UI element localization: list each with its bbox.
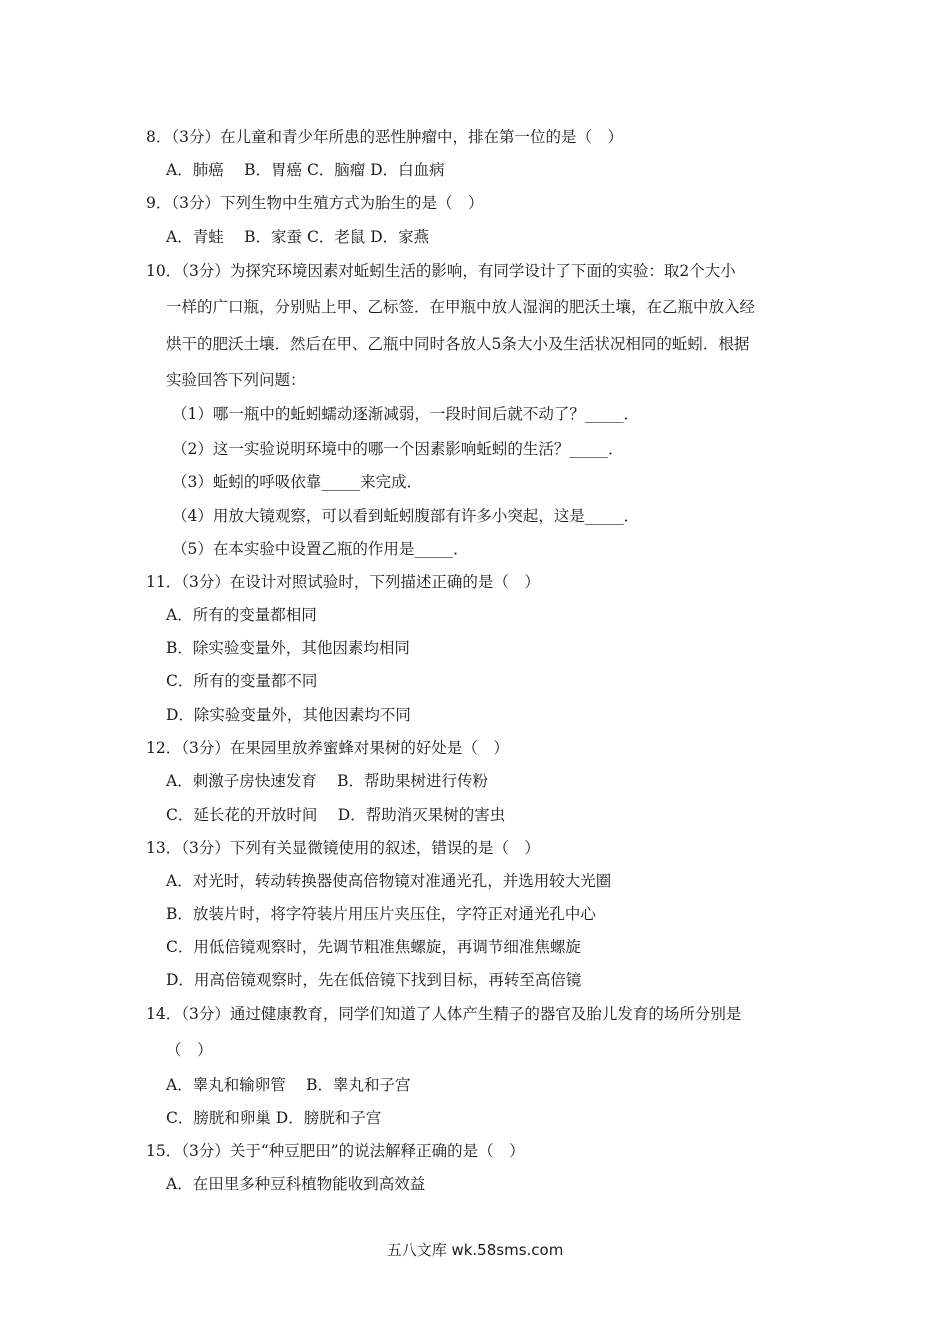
question-14-stem-line-2: （ ）	[166, 1041, 213, 1059]
question-12-options-row-1: A．刺激子房快速发育 B．帮助果树进行传粉	[166, 772, 489, 790]
question-13-option-c: C．用低倍镜观察时，先调节粗准焦螺旋，再调节细准焦螺旋	[166, 938, 581, 956]
question-8-stem: 8．（3分）在儿童和青少年所患的恶性肿瘤中，排在第一位的是（ ）	[146, 128, 623, 146]
question-13-option-a: A．对光时，转动转换器使高倍物镜对准通光孔，并选用较大光圈	[166, 872, 612, 890]
question-10-sub-5: （5）在本实验中设置乙瓶的作用是_____．	[172, 540, 469, 558]
question-12-options-row-2: C．延长花的开放时间 D．帮助消灭果树的害虫	[166, 806, 506, 824]
question-10-stem-line-4: 实验回答下列问题：	[166, 371, 306, 389]
question-11-option-d: D．除实验变量外，其他因素均不同	[166, 706, 411, 724]
question-13-option-d: D．用高倍镜观察时，先在低倍镜下找到目标，再转至高倍镜	[166, 971, 582, 989]
question-10-sub-4: （4）用放大镜观察，可以看到蚯蚓腹部有许多小突起，这是_____．	[172, 507, 640, 525]
question-11-stem: 11．（3分）在设计对照试验时，下列描述正确的是（ ）	[146, 573, 540, 591]
question-10-stem-line-1: 10．（3分）为探究环境因素对蚯蚓生活的影响，有同学设计了下面的实验：取2个大小	[146, 262, 736, 280]
question-11-option-c: C．所有的变量都不同	[166, 672, 318, 690]
question-10-sub-3: （3）蚯蚓的呼吸依靠_____来完成．	[172, 473, 423, 491]
question-13-stem: 13．（3分）下列有关显微镜使用的叙述，错误的是（ ）	[146, 839, 540, 857]
question-15-option-a: A．在田里多种豆科植物能收到高效益	[166, 1175, 426, 1193]
question-9-options: A．青蛙 B．家蚕 C．老鼠 D．家燕	[166, 228, 430, 246]
question-14-options-row-2: C．膀胱和卵巢 D．膀胱和子宫	[166, 1109, 382, 1127]
question-11-option-a: A．所有的变量都相同	[166, 606, 317, 624]
question-13-option-b: B．放装片时，将字符装片用压片夹压住，字符正对通光孔中心	[166, 905, 596, 923]
question-10-stem-line-2: 一样的广口瓶，分别贴上甲、乙标签．在甲瓶中放人湿润的肥沃土壤，在乙瓶中放入经	[166, 298, 756, 316]
question-10-sub-1: （1）哪一瓶中的蚯蚓蠕动逐渐减弱，一段时间后就不动了？_____．	[172, 405, 640, 423]
question-12-stem: 12．（3分）在果园里放养蜜蜂对果树的好处是（ ）	[146, 739, 509, 757]
question-10-stem-line-3: 烘干的肥沃土壤．然后在甲、乙瓶中同时各放人5条大小及生活状况相同的蚯蚓．根据	[166, 335, 750, 353]
question-10-sub-2: （2）这一实验说明环境中的哪一个因素影响蚯蚓的生活？_____．	[172, 440, 624, 458]
question-11-option-b: B．除实验变量外，其他因素均相同	[166, 639, 410, 657]
question-14-options-row-1: A．睾丸和输卵管 B．睾丸和子宫	[166, 1076, 411, 1094]
page-footer: 五八文库 wk.58sms.com	[386, 1241, 564, 1259]
question-14-stem-line-1: 14．（3分）通过健康教育，同学们知道了人体产生精子的器官及胎儿发育的场所分别是	[146, 1005, 742, 1023]
question-9-stem: 9．（3分）下列生物中生殖方式为胎生的是（ ）	[146, 194, 484, 212]
question-15-stem: 15．（3分）关于“种豆肥田”的说法解释正确的是（ ）	[146, 1142, 525, 1160]
question-8-options: A．肺癌 B．胃癌 C．脑瘤 D．白血病	[166, 161, 445, 179]
